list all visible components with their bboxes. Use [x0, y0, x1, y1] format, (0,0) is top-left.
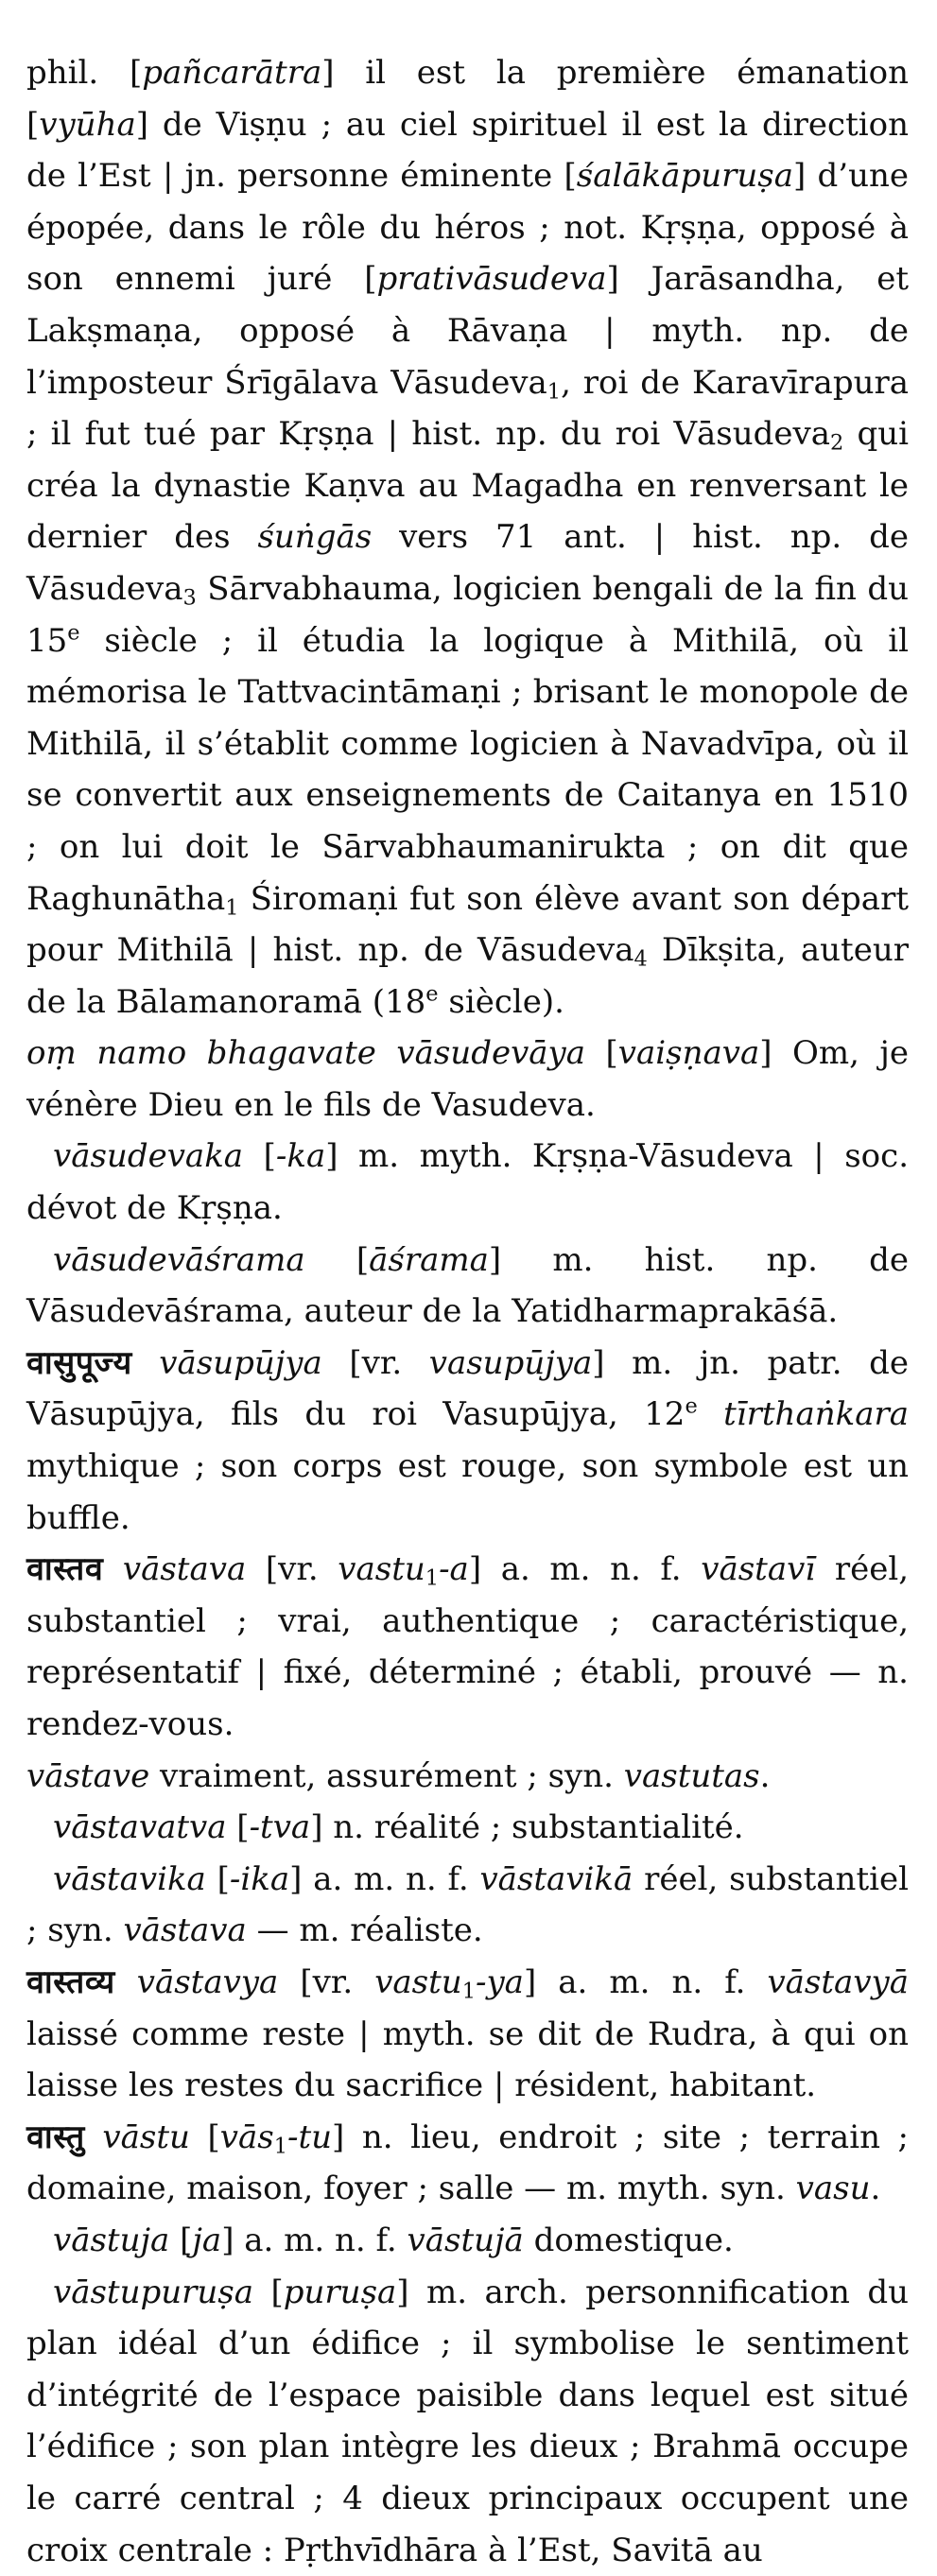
italic-term: oṃ namo bhagavate vāsudevāya	[26, 1034, 586, 1073]
entry-text: ] m. myth. Kṛṣṇa-Vāsudeva | soc. dévot de Kṛṣṇa.	[26, 1137, 909, 1228]
entry-text: ] a. m. n. f.	[468, 1550, 702, 1589]
entry-text: [	[253, 2273, 284, 2311]
italic-term: -a	[439, 1550, 469, 1589]
italic-term: vāsupūjya	[159, 1343, 322, 1382]
entry-text: [vr.	[246, 1550, 338, 1589]
italic-term: pañcarātra	[142, 54, 322, 92]
entry-text: [vr.	[321, 1343, 429, 1382]
dictionary-headword-entry	[26, 1544, 909, 1750]
entry-text: ] il est la première émanation [	[26, 54, 909, 144]
italic-term: vasu	[795, 2170, 871, 2208]
entry-text: .	[759, 1756, 771, 1795]
italic-term: śalākāpuruṣa	[576, 157, 794, 196]
devanagari-headword: वास्तव्य	[26, 1962, 115, 2001]
dictionary-subentry	[26, 1854, 909, 1957]
entry-text: ] de Viṣṇu ; au ciel spirituel il est la direction de l’Est | jn. personne éminente [	[26, 105, 909, 196]
dictionary-subentry	[26, 1131, 909, 1234]
devanagari-headword: वासुपूज्य	[26, 1343, 132, 1382]
italic-term: vāstupuruṣa	[53, 2273, 254, 2311]
entry-text: — m. réaliste.	[246, 1911, 483, 1950]
italic-term: vyūha	[39, 105, 136, 144]
entry-text: Śiromaṇi fut son élève avant son départ pour Mithilā | hist. np. de Vāsudeva	[26, 879, 909, 970]
entry-text: [	[226, 1808, 250, 1847]
entry-text: ] a. m. n. f.	[523, 1962, 768, 2001]
italic-term: vastu	[338, 1550, 425, 1589]
italic-term: -ya	[475, 1962, 524, 2001]
italic-term: vāstava	[123, 1911, 247, 1950]
dictionary-entry-text	[26, 1751, 909, 1803]
subscript-index: 4	[633, 946, 648, 972]
devanagari-headword: वास्तु	[26, 2118, 85, 2156]
italic-term: vāstavika	[53, 1859, 206, 1898]
entry-text	[103, 1550, 123, 1588]
italic-term: -tva	[249, 1808, 311, 1847]
italic-term: vāstave	[26, 1756, 150, 1795]
entry-text: ] m. jn. patr. de Vāsupūjya, fils du roi Vasupūjya, 12	[26, 1343, 910, 1434]
dictionary-headword-entry	[26, 1338, 909, 1544]
subscript-index: 1	[273, 2134, 287, 2159]
entry-text: ] a. m. n. f.	[289, 1859, 480, 1898]
entry-text: , roi de Karavīrapura ; il fut tué par Kṛṣṇa | hist. np. du roi Vāsudeva	[26, 363, 910, 454]
italic-term: āśrama	[369, 1240, 489, 1279]
entry-text: mythique ; son corps est rouge, son symbole est un buffle.	[26, 1447, 909, 1537]
italic-term: ja	[192, 2221, 222, 2259]
dictionary-subentry	[26, 1235, 909, 1338]
entry-text	[115, 1963, 137, 2001]
entry-text	[132, 1344, 160, 1382]
entry-text: ] a. m. n. f.	[221, 2221, 408, 2259]
entry-text: réel, substantiel ; vrai, authentique ; caractéristique, représentatif | fixé, déterminé ; établi, prouvé — n. rendez-vous.	[26, 1550, 910, 1743]
italic-term: -ika	[229, 1859, 290, 1898]
italic-term: vastutas	[623, 1756, 760, 1795]
entry-text: ] d’une épopée, dans le rôle du héros ; not. Kṛṣṇa, opposé à son ennemi juré [	[26, 157, 910, 299]
italic-term: vāstuja	[53, 2221, 170, 2259]
superscript: e	[425, 981, 439, 1007]
superscript: e	[685, 1394, 698, 1420]
entry-text: Sārvabhauma, logicien bengali de la fin du 15	[26, 569, 909, 660]
italic-term: -tu	[286, 2118, 333, 2156]
entry-text: ] n. lieu, endroit ; site ; terrain ; domaine, maison, foyer ; salle — m. myth. syn.	[26, 2118, 909, 2208]
dictionary-subentry	[26, 2267, 909, 2576]
entry-text: [	[243, 1137, 276, 1176]
italic-term: vāstujā	[407, 2221, 524, 2259]
subscript-index: 1	[547, 379, 562, 405]
entry-text: .	[870, 2170, 881, 2208]
devanagari-headword: वास्तव	[26, 1550, 104, 1589]
italic-term: vasupūjya	[428, 1343, 593, 1382]
italic-term: vaiṣṇava	[617, 1034, 760, 1073]
italic-term: vāstu	[102, 2118, 190, 2156]
italic-term: tīrthaṅkara	[723, 1395, 910, 1434]
italic-term: vāstavatva	[53, 1808, 227, 1847]
entry-text	[698, 1395, 723, 1433]
entry-text: [	[304, 1240, 370, 1279]
dictionary-entry-text	[26, 1028, 909, 1131]
entry-text	[85, 2118, 103, 2156]
entry-text: réel, substantiel ; syn.	[26, 1859, 909, 1950]
italic-term: vastu	[374, 1962, 462, 2001]
dictionary-headword-entry	[26, 2112, 909, 2215]
italic-term: prativāsudeva	[376, 260, 607, 299]
dictionary-entry-text	[26, 47, 909, 1028]
subscript-index: 1	[461, 1979, 476, 2004]
entry-text: ] Om, je vénère Dieu en le fils de Vasudeva.	[26, 1034, 910, 1124]
italic-term: puruṣa	[283, 2273, 397, 2311]
italic-term: vāstava	[122, 1550, 247, 1589]
superscript: e	[67, 620, 80, 646]
italic-term: -ka	[275, 1137, 326, 1176]
entry-text: ] n. réalité ; substantialité.	[310, 1808, 744, 1847]
entry-text: Dīkṣita, auteur de la Bālamanoramā (18	[26, 931, 909, 1021]
italic-term: vāstavikā	[479, 1859, 633, 1898]
italic-term: vās	[219, 2118, 274, 2156]
italic-term: vāstavyā	[767, 1962, 909, 2001]
entry-text: [	[189, 2118, 220, 2156]
dictionary-subentry	[26, 2215, 909, 2267]
subscript-index: 1	[425, 1565, 440, 1591]
entry-text: laissé comme reste | myth. se dit de Rudra, à qui on laisse les restes du sacrifice | résident, habitant.	[26, 2014, 909, 2105]
entry-text: siècle).	[438, 982, 564, 1021]
entry-text: ] m. hist. np. de Vāsudevāśrama, auteur de la Yatidharmaprakāśā.	[26, 1240, 909, 1331]
entry-text: ] m. arch. personnification du plan idéal d’un édifice ; il symbolise le sentiment d’intégrité de l’espace paisible dans lequel est situé l’édifice ; son plan intègre les dieux ; Brahmā occupe le carré central ; 4 dieux principaux occupent une croix centrale : Pṛthvīdhāra à l’Est, Savitā au	[26, 2273, 909, 2569]
italic-term: vāsudevāśrama	[53, 1240, 305, 1279]
entry-text: [	[205, 1859, 230, 1898]
dictionary-entries	[26, 47, 909, 2576]
subscript-index: 3	[182, 585, 197, 611]
dictionary-subentry	[26, 1802, 909, 1854]
subscript-index: 1	[225, 895, 239, 921]
entry-text: ] Jarāsandha, et Lakṣmaṇa, opposé à Rāvaṇa | myth. np. de l’imposteur Śrīgālava Vāsudeva	[26, 260, 910, 402]
dictionary-headword-entry	[26, 1957, 909, 2112]
subscript-index: 2	[830, 430, 844, 456]
italic-term: vāstavya	[136, 1962, 279, 2001]
entry-text: siècle ; il étudia la logique à Mithilā, où il mémorisa le Tattvacintāmaṇi ; brisant le monopole de Mithilā, il s’établit comme logicien à Navadvīpa, où il se convertit aux enseignements de Caitanya en 1510 ; on lui doit le Sārvabhaumanirukta ; on dit que Raghunātha	[26, 621, 909, 918]
entry-text: vraiment, assurément ; syn.	[149, 1756, 624, 1795]
entry-text: [vr.	[278, 1962, 375, 2001]
entry-text: [	[169, 2221, 193, 2259]
italic-term: vāstavī	[701, 1550, 816, 1589]
italic-term: vāsudevaka	[53, 1137, 244, 1176]
entry-text: vers 71 ant. | hist. np. de Vāsudeva	[26, 518, 910, 608]
entry-text: qui créa la dynastie Kaṇva au Magadha en renversant le dernier des	[26, 415, 909, 557]
italic-term: śuṅgās	[257, 518, 373, 557]
entry-text: domestique.	[523, 2221, 734, 2259]
entry-text: [	[585, 1034, 618, 1073]
entry-text: phil. [	[26, 54, 143, 92]
